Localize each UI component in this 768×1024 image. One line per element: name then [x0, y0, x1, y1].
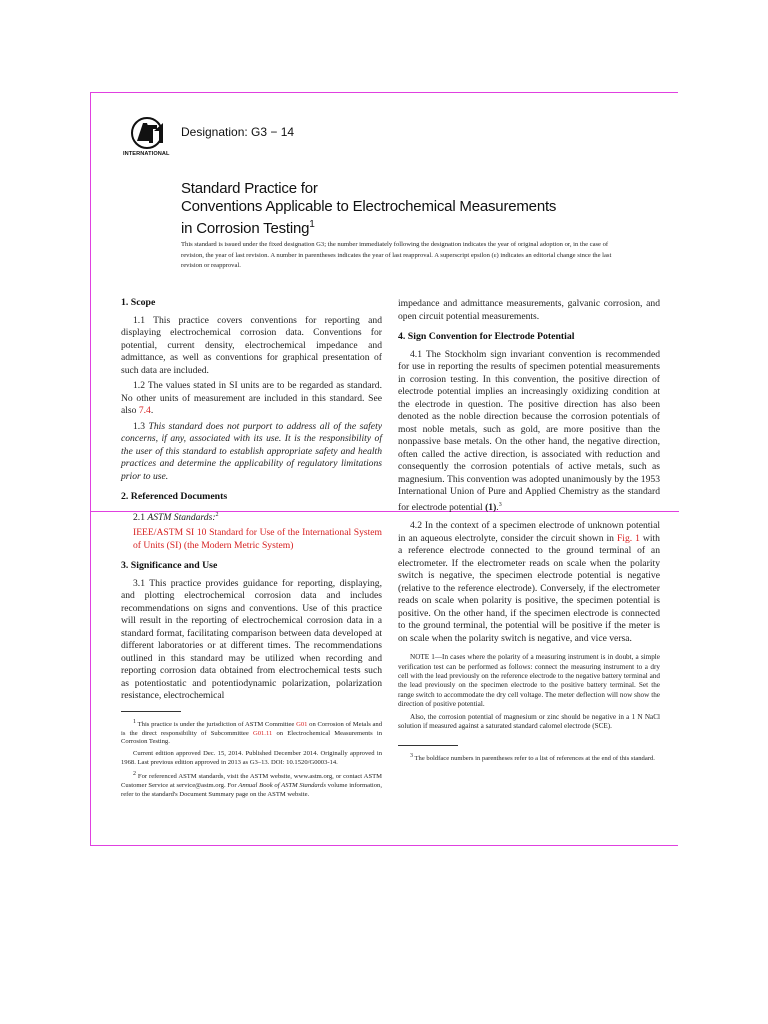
- footnote-1-edition: Current edition approved Dec. 15, 2014. Published December 2014. Originally approved in 1968. Last previous edition approved in 2013 as G3–13. DOI: 10.1520/G0003-14.: [121, 749, 382, 766]
- paragraph-1-2: [121, 380, 382, 418]
- paragraph-1-2-text: 1.2 The values stated in SI units are to be regarded as standard. No other units of measurement are included in this standard. See also: [121, 380, 382, 416]
- paragraph-1-3-number: 1.3: [133, 420, 149, 432]
- paragraph-4-2-text: 4.2 In the context of a specimen electrode of unknown potential in an aqueous electrolyte, consider the circuit shown in: [398, 520, 660, 544]
- issue-note: This standard is issued under the fixed designation G3; the number immediately following the designation indicates the year of original adoption or, in the case of revision, the year of last revision. A number in parentheses indicates the year of last reapproval. A superscript epsilon (ε) indicates an editorial change since the last revision or reapproval.: [181, 241, 612, 269]
- paragraph-2-1: [121, 509, 382, 525]
- title-line-1: Standard Practice for: [181, 180, 318, 197]
- paragraph-3-1: 3.1 This practice provides guidance for reporting, displaying, and plotting electrochemical corrosion data and includes recommendations on signs and conventions. Use of this practice will result in the reporting of electrochemical corrosion data in a standard format, facilitating comparison between data developed at different laboratories or at different times. The recommendations outlined in this standard may be utilized when recording and reporting corrosion data obtained from electrochemical tests such as potentiostatic and potentiodynamic polarization, polarization resistance, electrochemical: [121, 577, 382, 702]
- reference-link-si10[interactable]: IEEE/ASTM SI 10: [133, 527, 207, 539]
- astm-standards-label: ASTM Standards:: [147, 511, 216, 523]
- footnote-2-text: For referenced ASTM standards, visit the ASTM website, www.astm.org, or contact ASTM Customer Service at service@astm.org. For: [121, 773, 383, 790]
- footnote-1: [121, 718, 382, 747]
- footnote-2-end: volume information, refer to the standard's Document Summary page on the ASTM website.: [121, 782, 382, 798]
- designation: [181, 125, 294, 139]
- document-title: [181, 180, 651, 238]
- paragraph-1-3-text: This standard does not purport to address all of the safety concerns, if any, associated with its use. It is the responsibility of the user of this standard to establish appropriate safety and health practices and determine the applicability of regulatory limitations prior to use.: [121, 420, 382, 482]
- reference-item-si10: [121, 527, 382, 552]
- title-footnote-mark: 1: [309, 219, 315, 230]
- document-page: [90, 92, 678, 846]
- reference-1: (1): [485, 501, 497, 513]
- subcommittee-link-g01-11[interactable]: G01.11: [252, 729, 273, 737]
- significance-heading: 3. Significance and Use: [121, 560, 218, 572]
- footnote-2-mark: 2: [133, 771, 136, 778]
- section-link-7-4[interactable]: 7.4: [138, 405, 151, 416]
- paragraph-3-1-continued: impedance and admittance measurements, galvanic corrosion, and open circuit potential measurements.: [398, 298, 660, 322]
- footnote-3: [398, 752, 660, 764]
- footnote-2: [121, 770, 382, 799]
- sign-convention-heading: 4. Sign Convention for Electrode Potential: [398, 331, 575, 342]
- paragraph-1-1: 1.1 This practice covers conventions for reporting and displaying electrochemical corrosion data. Conventions for potential, current density, electrochemical impedance and admittance, as well as conventions for graphical presentation of such data are included.: [121, 314, 382, 376]
- footnote-mark-3: 3: [498, 501, 502, 508]
- footnote-1-end: on Electrochemical Measurements in Corrosion Testing.: [121, 729, 382, 746]
- right-column: [398, 298, 660, 767]
- footnote-3-mark: 3: [410, 753, 413, 760]
- paragraph-1-3: [121, 421, 382, 484]
- reference-title-si10[interactable]: Standard for Use of the International System of Units (SI) (the Modern Metric System): [133, 527, 382, 551]
- title-line-3: in Corrosion Testing: [181, 220, 310, 237]
- paragraph-4-2-end: with a reference electrode connected to the ground terminal of an electrometer. If the electrometer reads on scale when the polarity switch is negative, the specimen electrode potential is negative (relative to the reference electrode). Conversely, if the electrometer reads on scale when polarity is positive, the specimen potential is positive. On the other hand, if the specimen electrode is connected to the ground terminal, the potential will be positive if the meter is on scale when the polarity switch is negative, and vice versa.: [398, 532, 660, 644]
- astm-logo: [123, 113, 177, 161]
- footnote-3-text: The boldface numbers in parentheses refer to a list of references at the end of this standard.: [414, 755, 655, 763]
- note-1: NOTE 1—In cases where the polarity of a measuring instrument is in doubt, a simple verification test can be performed as follows: connect the measuring instrument to a dry cell with the lead previously on the reference electrode to the negative battery terminal and the lead previously on the specimen electrode to the positive battery terminal. Set the range switch to accommodate the dry cell voltage. The meter deflection will now show the direction of positive potential.: [398, 653, 660, 709]
- paragraph-4-1: 4.1 The Stockholm sign invariant convention is recommended for use in reporting the results of specimen potential measurements in corrosion testing. In this convention, the positive direction of electrode potential implies an increasingly oxidizing condition at the electrode in question. The positive direction has also been denoted as the noble direction because the corrosion potentials of most noble metals, such as gold, are more positive than the nonpassive base metals. On the other hand, the negative direction, often called the active direction, is associated with reduction and consequently the corrosion potentials of active metals, such as magnesium. This convention was adopted unanimously by the 1953 International Union of Pure and Applied Chemistry as the standard for electrode potential (1).$^3$: [398, 348, 660, 513]
- title-line-2: Conventions Applicable to Electrochemical Measurements: [181, 198, 557, 215]
- footnote-1-mark: 1: [133, 718, 136, 725]
- paragraph-4-2: [398, 520, 660, 645]
- paragraph-1-2-end: .: [150, 405, 154, 416]
- footnote-1-mid: on Corrosion of Metals and is the direct responsibility of Subcommittee: [121, 720, 383, 737]
- designation-text: Designation: G3 − 14: [181, 125, 295, 139]
- footnote-mark-2: 2: [215, 511, 219, 518]
- paragraph-4-1-text: 4.1 The Stockholm sign invariant convention is recommended for use in reporting the results of specimen potential measurements in corrosion testing. In this convention, the positive direction of electrode potential implies an increasingly oxidizing condition at the electrode in question. The positive direction has also been denoted as the noble direction because the corrosion potentials of most noble metals, such as gold, are more positive than the nonpassive base metals. On the other hand, the negative direction, often called the active direction, is associated with reduction and consequently the corrosion potentials of active metals, such as magnesium. This convention was adopted unanimously by the 1953 International Union of Pure and Applied Chemistry as the standard for electrode potential: [398, 348, 660, 513]
- logo-caption: INTERNATIONAL: [123, 151, 170, 157]
- figure-1-link[interactable]: Fig. 1: [616, 532, 640, 544]
- footnote-2-italic: Annual Book of ASTM Standards: [238, 782, 326, 790]
- left-column: [121, 297, 382, 803]
- footnote-1-text: This practice is under the jurisdiction of ASTM Committee: [137, 720, 297, 728]
- footnote-divider-right: [398, 745, 458, 746]
- scope-heading: 1. Scope: [121, 297, 156, 308]
- referenced-documents-heading: 2. Referenced Documents: [121, 491, 228, 502]
- note-1-continued: Also, the corrosion potential of magnesium or zinc should be negative in a 1 N NaCl solution if measured against a saturated standard calomel electrode (SCE).: [398, 712, 660, 731]
- committee-link-g01[interactable]: G01: [296, 720, 308, 728]
- paragraph-2-1-number: 2.1: [133, 511, 148, 523]
- footnote-divider: [121, 711, 181, 712]
